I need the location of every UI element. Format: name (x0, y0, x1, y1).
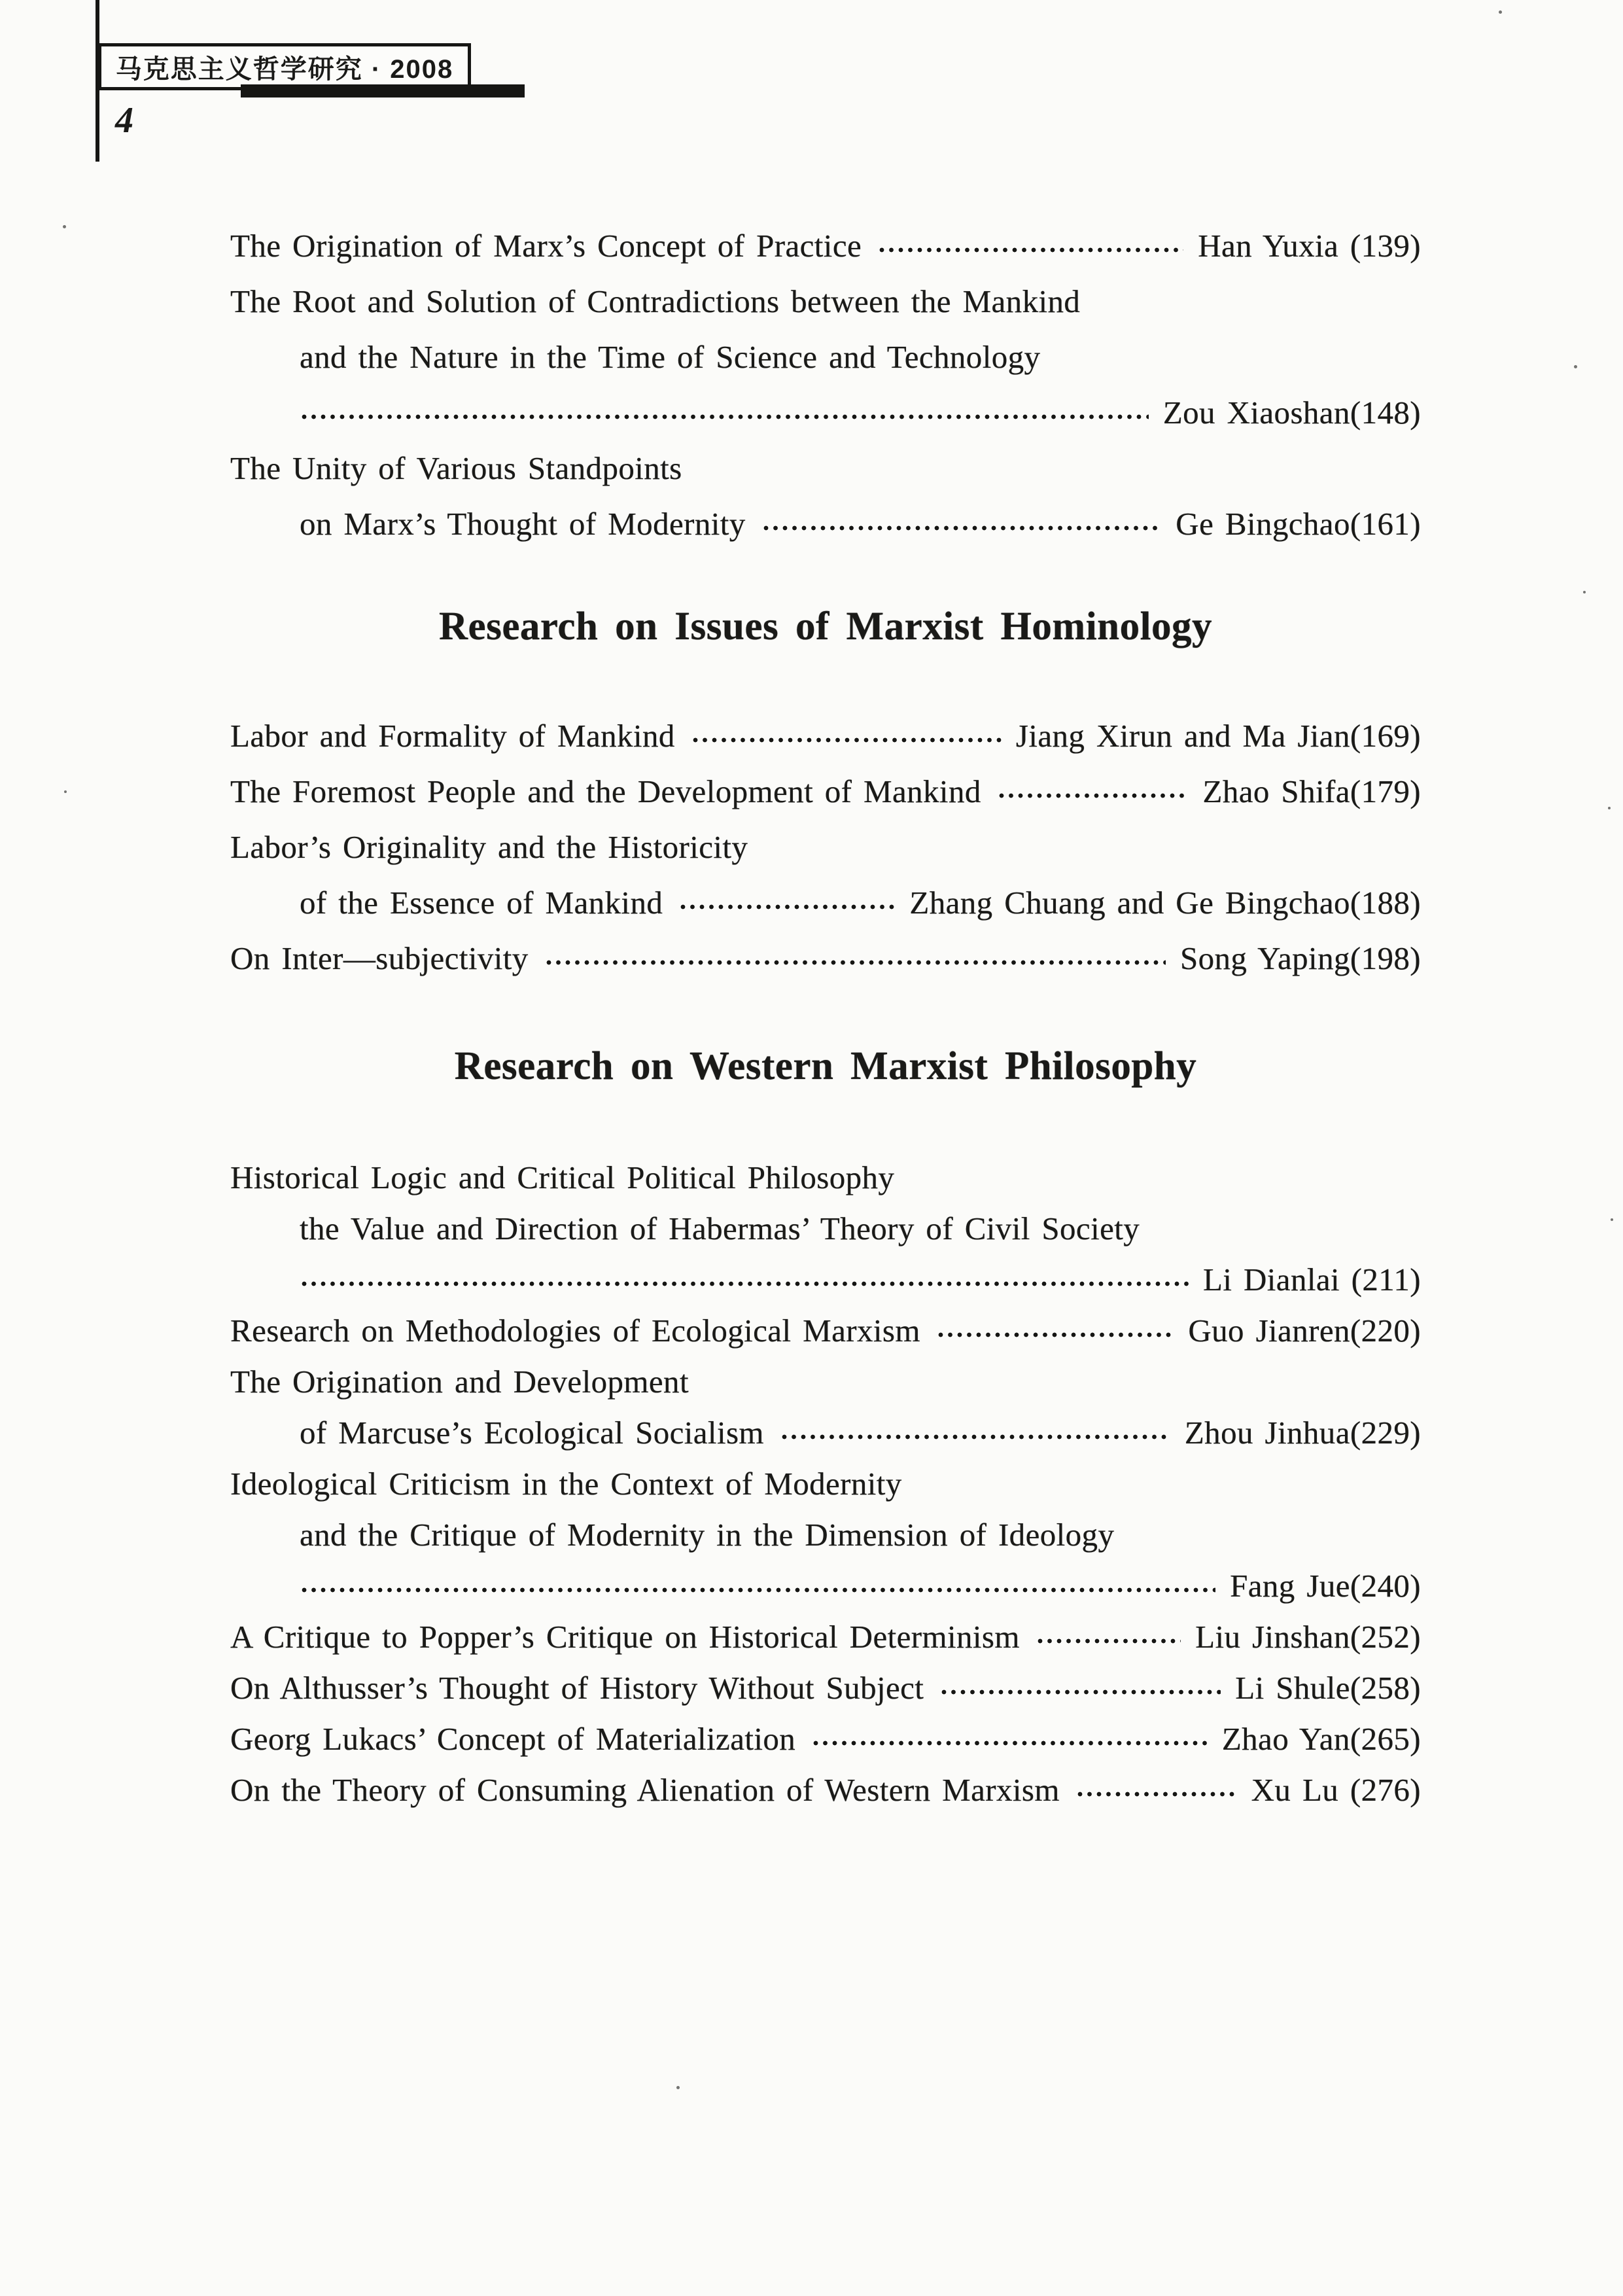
toc-line (230, 1305, 1421, 1356)
entry-title: Ideological Criticism in the Context of Modernity (230, 1466, 902, 1502)
toc-content (230, 218, 1421, 1816)
toc-section-hominology (230, 708, 1421, 986)
entry-title: Labor and Formality of Mankind (230, 718, 675, 754)
dot-leader (691, 736, 1002, 744)
toc-line (230, 274, 1421, 329)
author-page: Zhao Shifa(179) (1202, 773, 1421, 809)
scan-speck (1611, 1218, 1613, 1221)
toc-line (230, 930, 1421, 986)
author-page: Li Dianlai (211) (1203, 1262, 1421, 1298)
author-page: Li Shule(258) (1235, 1670, 1421, 1706)
entry-title: Research on Methodologies of Ecological Marxism (230, 1313, 920, 1349)
author-page: Zhang Chuang and Ge Bingchao(188) (909, 885, 1421, 921)
dot-leader (300, 1280, 1189, 1288)
author-page: Xu Lu (276) (1251, 1772, 1421, 1808)
author-page: Zhou Jinhua(229) (1184, 1415, 1421, 1451)
scan-speck (1574, 365, 1577, 368)
entry-title: The Foremost People and the Development of Mankind (230, 773, 981, 809)
entry-title: Georg Lukacs’ Concept of Materialization (230, 1721, 796, 1757)
toc-line (230, 1765, 1421, 1816)
entry-title: on Marx’s Thought of Modernity (300, 506, 746, 542)
author-page: Jiang Xirun and Ma Jian(169) (1015, 718, 1421, 754)
entry-title: and the Nature in the Time of Science and Technology (300, 339, 1041, 375)
dot-leader (811, 1739, 1208, 1747)
toc-line (230, 1458, 1421, 1510)
dot-leader (780, 1433, 1170, 1441)
entry-title: Historical Logic and Critical Political Philosophy (230, 1159, 895, 1195)
dot-leader (1036, 1637, 1181, 1645)
toc-line (230, 1203, 1421, 1254)
journal-title-box (98, 43, 471, 90)
section-heading: Research on Western Marxist Philosophy (454, 1044, 1197, 1088)
author-page: Ge Bingchao(161) (1176, 506, 1421, 542)
dot-leader (939, 1688, 1221, 1696)
entry-title: On the Theory of Consuming Alienation of Western Marxism (230, 1772, 1060, 1808)
entry-title: of Marcuse’s Ecological Socialism (300, 1415, 764, 1451)
author-page: Fang Jue(240) (1230, 1568, 1421, 1604)
scan-speck (1499, 10, 1502, 14)
toc-line (230, 1356, 1421, 1407)
dot-leader (300, 1586, 1215, 1594)
entry-title: The Origination and Development (230, 1364, 689, 1400)
toc-line (230, 218, 1421, 274)
toc-front-section (230, 218, 1421, 552)
entry-title: and the Critique of Modernity in the Dimension of Ideology (300, 1517, 1115, 1553)
scan-speck (1608, 807, 1611, 809)
author-page: Zhao Yan(265) (1221, 1721, 1421, 1757)
scan-speck (63, 225, 66, 228)
entry-title: the Value and Direction of Habermas’ Theory of Civil Society (300, 1210, 1140, 1246)
scan-speck (676, 2086, 680, 2089)
toc-line (230, 875, 1421, 930)
entry-title: The Origination of Marx’s Concept of Practice (230, 228, 862, 264)
entry-title: of the Essence of Mankind (300, 885, 663, 921)
section-heading: Research on Issues of Marxist Hominology (438, 605, 1213, 648)
dot-leader (761, 524, 1162, 532)
toc-line (230, 1510, 1421, 1561)
entry-title: On Althusser’s Thought of History Without Subject (230, 1670, 924, 1706)
toc-line (230, 1714, 1421, 1765)
scan-speck (64, 790, 67, 793)
author-page: Guo Jianren(220) (1188, 1313, 1421, 1349)
toc-line (230, 1407, 1421, 1458)
toc-line (230, 1612, 1421, 1663)
author-page: Song Yaping(198) (1179, 940, 1421, 976)
dot-leader (544, 959, 1166, 966)
author-page: Han Yuxia (139) (1198, 228, 1421, 264)
toc-line (230, 1152, 1421, 1203)
entry-title: The Unity of Various Standpoints (230, 450, 682, 486)
toc-line (230, 819, 1421, 875)
scan-speck (1583, 591, 1586, 593)
header-underline-bar (241, 84, 525, 97)
toc-line (230, 440, 1421, 496)
entry-title: Labor’s Originality and the Historicity (230, 829, 748, 865)
page-number: 4 (115, 100, 133, 141)
dot-leader (877, 246, 1183, 254)
dot-leader (678, 903, 895, 911)
toc-line (230, 708, 1421, 764)
entry-title: A Critique to Popper’s Critique on Historical Determinism (230, 1619, 1020, 1655)
toc-line (230, 496, 1421, 552)
author-page: Zou Xiaoshan(148) (1162, 395, 1421, 431)
author-page: Liu Jinshan(252) (1195, 1619, 1421, 1655)
toc-line (230, 329, 1421, 385)
toc-section-western-marxism (230, 1152, 1421, 1816)
toc-line (230, 1254, 1421, 1305)
toc-line (230, 1561, 1421, 1612)
dot-leader (300, 413, 1149, 421)
toc-line (230, 385, 1421, 440)
journal-title: 马克思主义哲学研究 · 2008 (115, 54, 454, 84)
dot-leader (1075, 1790, 1237, 1798)
toc-line (230, 764, 1421, 819)
toc-line (230, 1663, 1421, 1714)
entry-title: The Root and Solution of Contradictions between the Mankind (230, 283, 1081, 319)
dot-leader (936, 1331, 1174, 1339)
dot-leader (997, 792, 1189, 800)
entry-title: On Inter—subjectivity (230, 940, 529, 976)
